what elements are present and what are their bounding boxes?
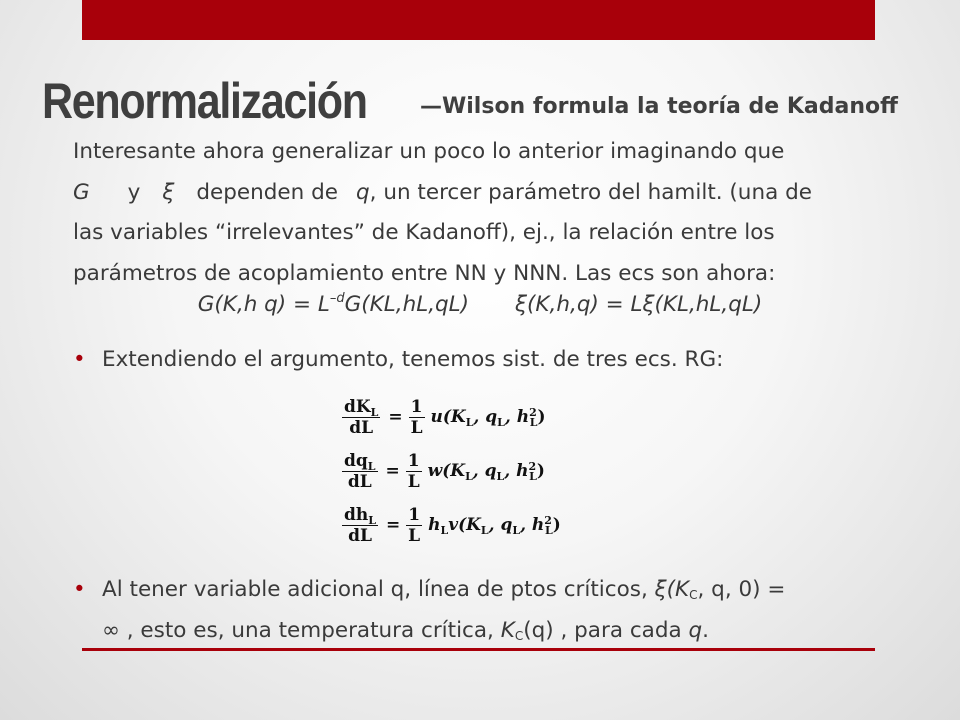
rg-rhs: $h_Lv(K_L$, $q_L$, $h^2_L$) (428, 514, 561, 537)
top-accent-bar (82, 0, 875, 40)
slide-title (42, 72, 898, 130)
one-over-L: $\frac{1}{L}$ (408, 504, 421, 546)
derivative-fraction: $\frac{dK_L}{dL}$ (344, 396, 379, 438)
bullet-marker: • (73, 347, 86, 372)
intro-paragraph (73, 132, 933, 294)
title-subtitle: —Wilson formula la teoría de Kadanoff (420, 94, 898, 119)
rg-equations-block (342, 390, 602, 552)
intro-line-2-end: , un tercer parámetro del hamilt. (una de (369, 179, 812, 205)
equation-G-a: G(K,h q) = L (197, 292, 330, 317)
equation-G-b: G(KL,hL,qL) (344, 292, 470, 317)
intro-line-1: Interesante ahora generalizar un poco lo anterior imaginando que (73, 139, 785, 164)
bullet-text (102, 570, 785, 651)
word-y: y (127, 179, 141, 205)
bullet-marker: • (73, 577, 86, 602)
bullet-text: Extendiendo el argumento, tenemos sist. de tres ecs. RG: (102, 347, 724, 372)
one-over-L: $\frac{1}{L}$ (410, 396, 423, 438)
word-dependen: dependen de (196, 179, 338, 205)
rg-equation-q: $\frac{dq_L}{dL}$ = $\frac{1}{L}$ $w(K_L$, $q_L$, $h^2_L$) (344, 450, 545, 492)
title-main: Renormalización (42, 73, 367, 129)
bottom-accent-rule (82, 648, 875, 651)
equation-G-exponent: –d (329, 291, 345, 306)
symbol-q: q (356, 179, 370, 205)
scaling-equations (0, 292, 960, 317)
equation-xi: ξ(K,h,q) = Lξ(KL,hL,qL) (515, 292, 763, 317)
derivative-fraction: $\frac{dq_L}{dL}$ (344, 450, 376, 492)
critical-line-1: Al tener variable adicional q, línea de ptos críticos, $\xi(K_C$, q, 0) = (102, 577, 786, 602)
critical-line-2: ∞ , esto es, una temperatura crítica, $K_C(q)$ , para cada q. (102, 617, 709, 643)
intro-line-4: parámetros de acoplamiento entre NN y NNN. Las ecs son ahora: (73, 260, 776, 286)
rg-rhs: $w(K_L$, $q_L$, $h^2_L$) (427, 460, 545, 483)
symbol-xi: ξ (162, 179, 175, 205)
symbol-G: G (73, 179, 90, 205)
intro-line-2 (73, 173, 933, 214)
rg-rhs: $u(K_L$, $q_L$, $h^2_L$) (430, 406, 546, 429)
intro-line-3: las variables “irrelevantes” de Kadanoff), ej., la relación entre los (73, 220, 775, 245)
rg-equation-K: $\frac{dK_L}{dL}$ = $\frac{1}{L}$ $u(K_L$, $q_L$, $h^2_L$) (344, 396, 546, 438)
one-over-L: $\frac{1}{L}$ (407, 450, 420, 492)
rg-equation-h: $\frac{dh_L}{dL}$ = $\frac{1}{L}$ $h_Lv(K_L$, $q_L$, $h^2_L$) (344, 504, 561, 546)
derivative-fraction: $\frac{dh_L}{dL}$ (344, 504, 376, 546)
